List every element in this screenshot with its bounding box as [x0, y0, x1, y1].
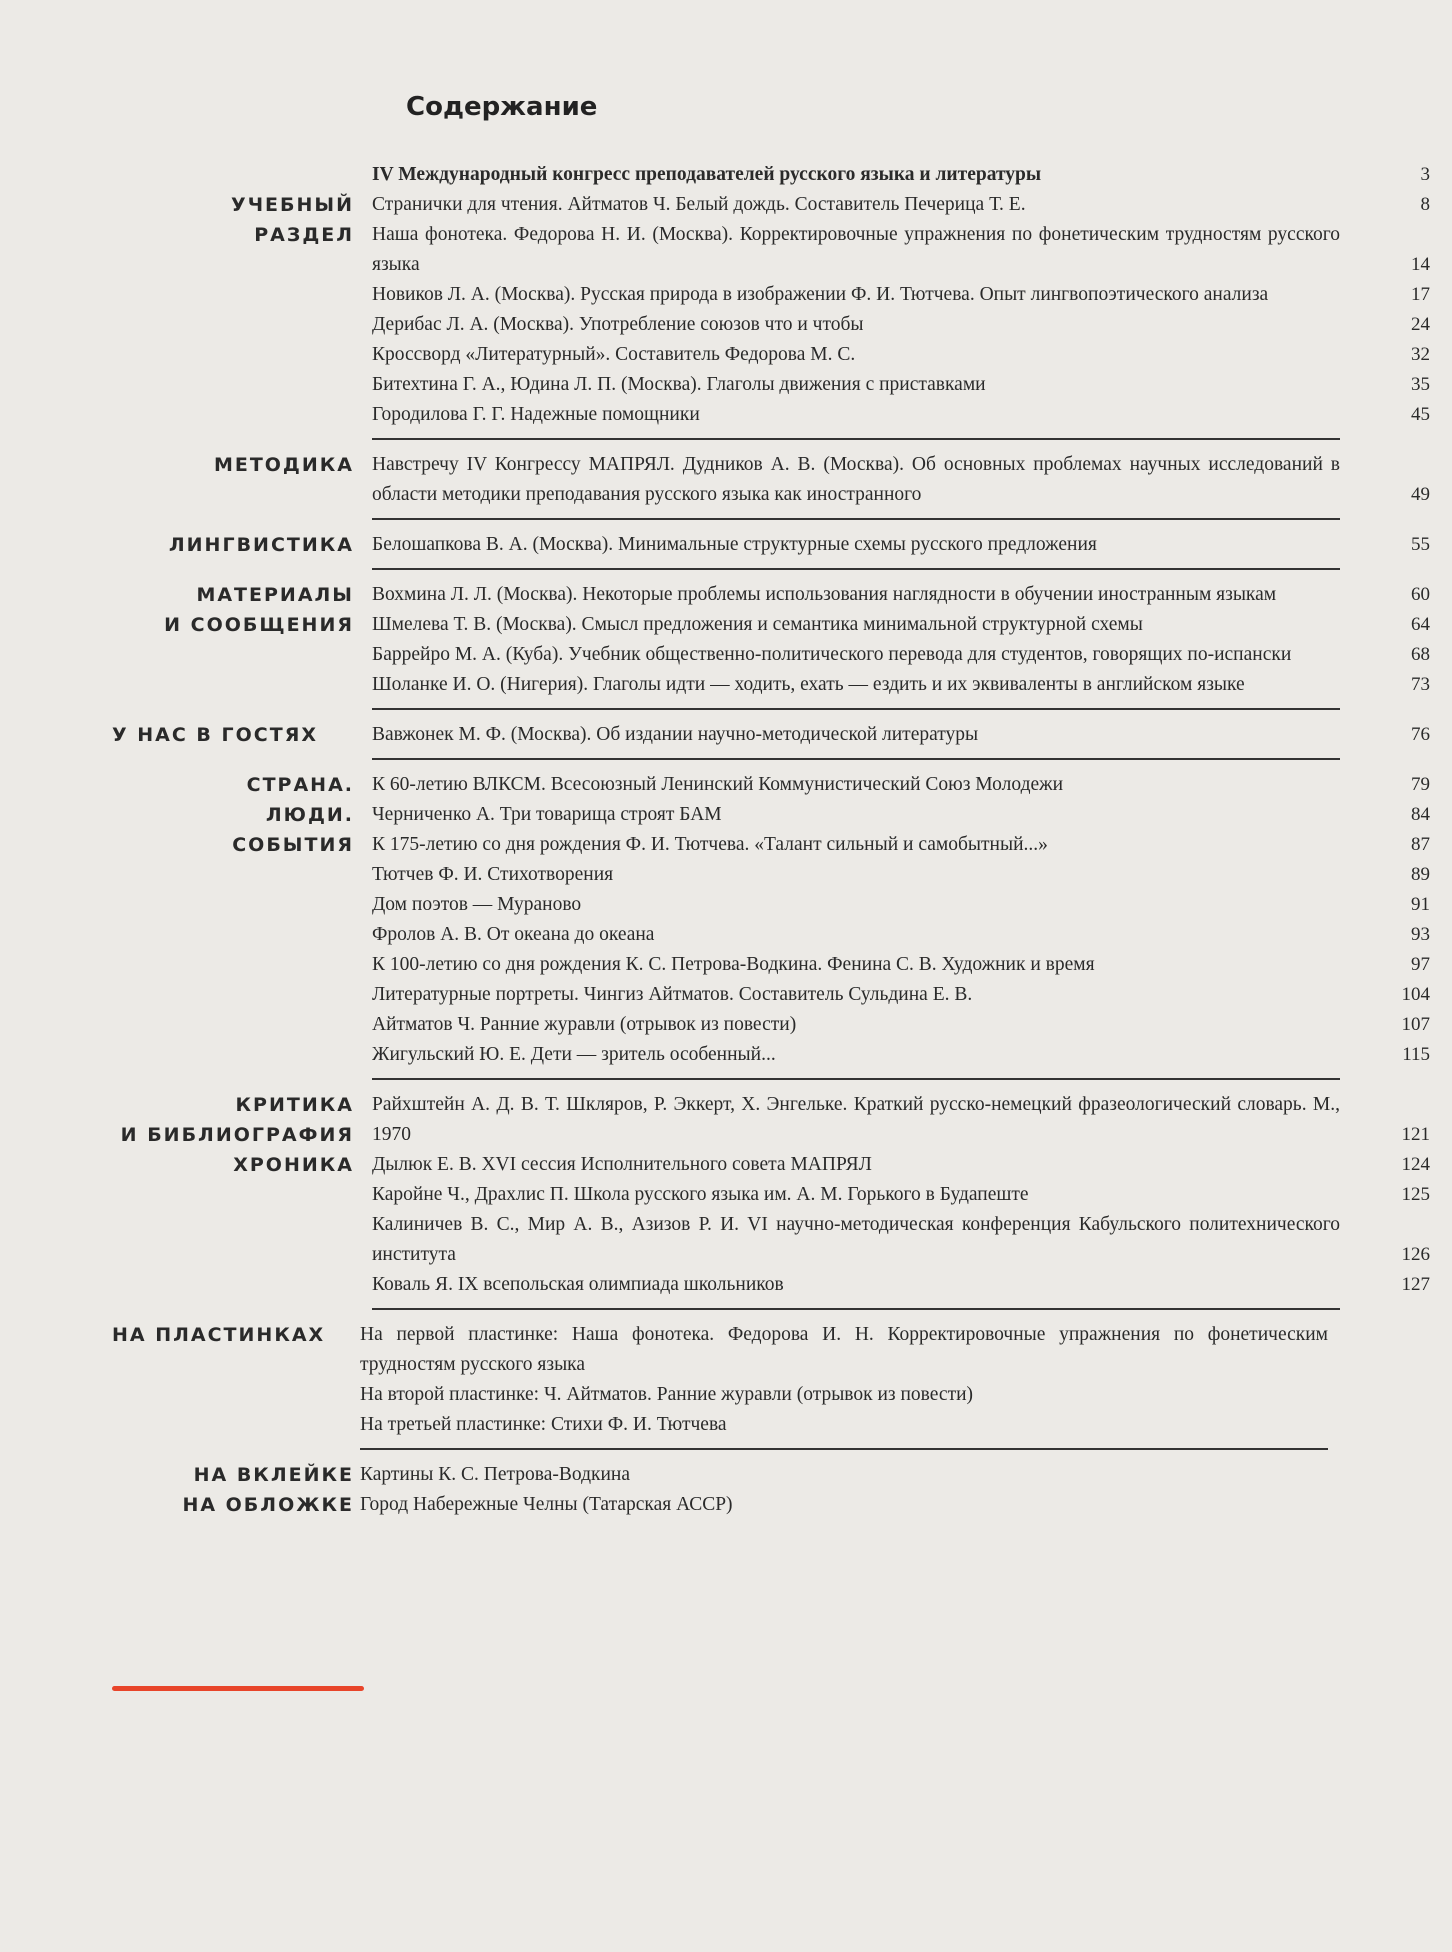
entry-page-number: 107 — [1401, 1014, 1430, 1035]
entry-page-number: 127 — [1401, 1274, 1430, 1295]
toc-entry[interactable] — [360, 1460, 1352, 1490]
section-entries — [372, 160, 1430, 190]
entry-title: Дылюк Е. В. XVI сессия Исполнительного совета МАПРЯЛ — [372, 1154, 872, 1175]
section-entries — [372, 450, 1430, 530]
toc-entry[interactable] — [372, 1180, 1430, 1210]
toc-section-linguistics — [0, 530, 1452, 580]
toc-section-insert-cover — [0, 1460, 1452, 1520]
toc-entry[interactable] — [372, 1150, 1430, 1180]
toc-entry[interactable] — [372, 670, 1430, 700]
toc-section-congress — [0, 160, 1452, 190]
section-divider — [372, 568, 1340, 570]
toc-entry[interactable] — [372, 530, 1430, 560]
entry-page-number: 91 — [1411, 894, 1430, 915]
section-divider — [372, 758, 1340, 760]
toc-entry[interactable] — [372, 310, 1430, 340]
entry-title: На третьей пластинке: Стихи Ф. И. Тютчева — [360, 1414, 727, 1435]
entry-page-number: 24 — [1411, 314, 1430, 335]
section-entries — [372, 190, 1430, 450]
entry-title: К 100-летию со дня рождения К. С. Петрова-Водкина. Фенина С. В. Художник и время — [372, 954, 1095, 975]
toc-entry[interactable] — [372, 160, 1430, 190]
entry-page-number: 8 — [1420, 194, 1430, 215]
toc-entry[interactable] — [372, 640, 1430, 670]
section-entries — [372, 530, 1430, 580]
entry-page-number: 93 — [1411, 924, 1430, 945]
entry-title: Вавжонек М. Ф. (Москва). Об издании научно-методической литературы — [372, 724, 979, 745]
section-label: НА ВКЛЕЙКЕ НА ОБЛОЖКЕ — [182, 1464, 354, 1516]
toc-entry[interactable] — [372, 890, 1430, 920]
toc-entry[interactable] — [360, 1320, 1352, 1380]
entry-title: Шоланке И. О. (Нигерия). Глаголы идти — ходить, ехать — ездить и их эквиваленты в английском языке — [372, 674, 1245, 695]
section-label: НА ПЛАСТИНКАХ — [112, 1324, 326, 1346]
section-divider — [372, 1308, 1340, 1310]
toc-section-study — [0, 190, 1452, 450]
entry-page-number: 89 — [1411, 864, 1430, 885]
toc-section-criticism-chronicle — [0, 1090, 1452, 1320]
toc-entry[interactable] — [372, 860, 1430, 890]
toc-entry[interactable] — [372, 370, 1430, 400]
entry-title: Шмелева Т. В. (Москва). Смысл предложения и семантика минимальной структурной схемы — [372, 614, 1143, 635]
toc-entry[interactable] — [360, 1490, 1352, 1520]
entry-title: Дерибас Л. А. (Москва). Употребление союзов что и чтобы — [372, 314, 864, 335]
entry-title: Вохмина Л. Л. (Москва). Некоторые проблемы использования наглядности в обучении иностранным языкам — [372, 584, 1277, 605]
section-divider — [372, 1078, 1340, 1080]
toc-entry[interactable] — [372, 220, 1430, 280]
entry-page-number: 121 — [1401, 1124, 1430, 1145]
section-label: МАТЕРИАЛЫ И СООБЩЕНИЯ — [164, 584, 354, 636]
section-entries — [372, 1090, 1430, 1320]
toc-entry[interactable] — [372, 950, 1430, 980]
entry-title: На второй пластинке: Ч. Айтматов. Ранние журавли (отрывок из повести) — [360, 1384, 974, 1405]
entry-title: Битехтина Г. А., Юдина Л. П. (Москва). Глаголы движения с приставками — [372, 374, 986, 395]
toc-entry[interactable] — [372, 1090, 1430, 1150]
entry-title: Картины К. С. Петрова-Водкина — [360, 1464, 630, 1485]
entry-page-number: 126 — [1401, 1244, 1430, 1265]
section-divider — [372, 438, 1340, 440]
entry-page-number: 60 — [1411, 584, 1430, 605]
toc-entry[interactable] — [372, 770, 1430, 800]
entry-page-number: 14 — [1411, 254, 1430, 275]
entry-title: Городилова Г. Г. Надежные помощники — [372, 404, 700, 425]
entry-page-number: 49 — [1411, 484, 1430, 505]
entry-title: Кроссворд «Литературный». Составитель Федорова М. С. — [372, 344, 856, 365]
entry-page-number: 97 — [1411, 954, 1430, 975]
toc-entry[interactable] — [372, 400, 1430, 430]
section-label — [0, 160, 372, 190]
entry-title: Дом поэтов — Мураново — [372, 894, 582, 915]
page-title: Содержание — [406, 92, 598, 122]
entry-page-number: 55 — [1411, 534, 1430, 555]
entry-page-number: 76 — [1411, 724, 1430, 745]
toc-entry[interactable] — [360, 1410, 1352, 1440]
entry-page-number: 64 — [1411, 614, 1430, 635]
toc-section-materials — [0, 580, 1452, 720]
entry-page-number: 45 — [1411, 404, 1430, 425]
entry-title: Странички для чтения. Айтматов Ч. Белый дождь. Составитель Печерица Т. Е. — [372, 194, 1026, 215]
entry-page-number: 104 — [1401, 984, 1430, 1005]
entry-page-number: 32 — [1411, 344, 1430, 365]
toc-entry[interactable] — [372, 1210, 1430, 1270]
entry-title: Белошапкова В. А. (Москва). Минимальные структурные схемы русского предложения — [372, 534, 1097, 555]
entry-page-number: 87 — [1411, 834, 1430, 855]
toc-entry[interactable] — [372, 830, 1430, 860]
entry-page-number: 124 — [1401, 1154, 1430, 1175]
entry-title: Литературные портреты. Чингиз Айтматов. Составитель Сульдина Е. В. — [372, 984, 973, 1005]
entry-title: Наша фонотека. Федорова Н. И. (Москва). Корректировочные упражнения по фонетическим трудностям русского языка — [372, 224, 1340, 275]
entry-title: Айтматов Ч. Ранние журавли (отрывок из повести) — [372, 1014, 797, 1035]
toc-entry[interactable] — [372, 190, 1430, 220]
entry-title: Город Набережные Челны (Татарская АССР) — [360, 1494, 733, 1515]
toc-entry[interactable] — [372, 450, 1430, 510]
toc-entry[interactable] — [372, 580, 1430, 610]
toc-entry[interactable] — [372, 980, 1430, 1010]
entry-title: Коваль Я. IX всепольская олимпиада школьников — [372, 1274, 784, 1295]
toc-section-records — [0, 1320, 1452, 1460]
toc-entry[interactable] — [372, 720, 1430, 750]
section-label: УЧЕБНЫЙ РАЗДЕЛ — [231, 194, 354, 246]
toc-entry[interactable] — [360, 1380, 1352, 1410]
section-label: ЛИНГВИСТИКА — [168, 534, 354, 556]
section-entries — [372, 770, 1430, 1090]
entry-title: IV Международный конгресс преподавателей русского языка и литературы — [372, 164, 1042, 185]
entry-page-number: 68 — [1411, 644, 1430, 665]
entry-page-number: 3 — [1420, 164, 1430, 185]
toc-section-country-people-events — [0, 770, 1452, 1090]
entry-title: Калиничев В. С., Мир А. В., Азизов Р. И. VI научно-методическая конференция Кабульского политехнического института — [372, 1214, 1340, 1265]
entry-page-number: 17 — [1411, 284, 1430, 305]
toc-section-guests — [0, 720, 1452, 770]
entry-page-number: 125 — [1401, 1184, 1430, 1205]
section-divider — [372, 708, 1340, 710]
entry-title: Баррейро М. А. (Куба). Учебник общественно-политического перевода для студентов, говорящих по-испански — [372, 644, 1292, 665]
toc-entry[interactable] — [372, 920, 1430, 950]
section-label: У НАС В ГОСТЯХ — [112, 724, 318, 746]
toc-entry[interactable] — [372, 1010, 1430, 1040]
toc-entry[interactable] — [372, 1040, 1430, 1070]
section-divider — [360, 1448, 1328, 1450]
records-section-underline — [112, 1686, 364, 1691]
entry-title: Новиков Л. А. (Москва). Русская природа в изображении Ф. И. Тютчева. Опыт лингвопоэтического анализа — [372, 284, 1269, 305]
entry-title: К 60-летию ВЛКСМ. Всесоюзный Ленинский Коммунистический Союз Молодежи — [372, 774, 1064, 795]
toc-entry[interactable] — [372, 610, 1430, 640]
entry-title: Райхштейн А. Д. В. Т. Шкляров, Р. Эккерт, Х. Энгельке. Краткий русско-немецкий фразеологический словарь. М., 1970 — [372, 1094, 1340, 1145]
entry-title: Тютчев Ф. И. Стихотворения — [372, 864, 614, 885]
section-entries — [360, 1460, 1352, 1520]
section-entries — [372, 580, 1430, 720]
entry-page-number: 73 — [1411, 674, 1430, 695]
section-label: КРИТИКА И БИБЛИОГРАФИЯ ХРОНИКА — [120, 1094, 354, 1176]
section-label: МЕТОДИКА — [213, 454, 354, 476]
toc-entry[interactable] — [372, 800, 1430, 830]
entry-title: На первой пластинке: Наша фонотека. Федорова И. Н. Корректировочные упражнения по фонетическим трудностям русского языка — [360, 1324, 1328, 1375]
toc-entry[interactable] — [372, 280, 1430, 310]
toc-sections — [0, 160, 1452, 1520]
section-label: СТРАНА. ЛЮДИ. СОБЫТИЯ — [232, 774, 354, 856]
section-entries — [360, 1320, 1352, 1460]
entry-title: Навстречу IV Конгрессу МАПРЯЛ. Дудников А. В. (Москва). Об основных проблемах научных исследований в области методики преподавания русского языка как иностранного — [372, 454, 1340, 505]
entry-page-number: 35 — [1411, 374, 1430, 395]
entry-page-number: 115 — [1402, 1044, 1430, 1065]
entry-title: Каройне Ч., Драхлис П. Школа русского языка им. А. М. Горького в Будапеште — [372, 1184, 1029, 1205]
section-entries — [372, 720, 1430, 770]
entry-title: Черниченко А. Три товарища строят БАМ — [372, 804, 722, 825]
entry-page-number: 79 — [1411, 774, 1430, 795]
section-divider — [372, 518, 1340, 520]
entry-page-number: 84 — [1411, 804, 1430, 825]
entry-title: К 175-летию со дня рождения Ф. И. Тютчева. «Талант сильный и самобытный...» — [372, 834, 1048, 855]
toc-entry[interactable] — [372, 1270, 1430, 1300]
entry-title: Жигульский Ю. Е. Дети — зритель особенный... — [372, 1044, 776, 1065]
toc-entry[interactable] — [372, 340, 1430, 370]
entry-title: Фролов А. В. От океана до океана — [372, 924, 655, 945]
toc-section-methodology — [0, 450, 1452, 530]
